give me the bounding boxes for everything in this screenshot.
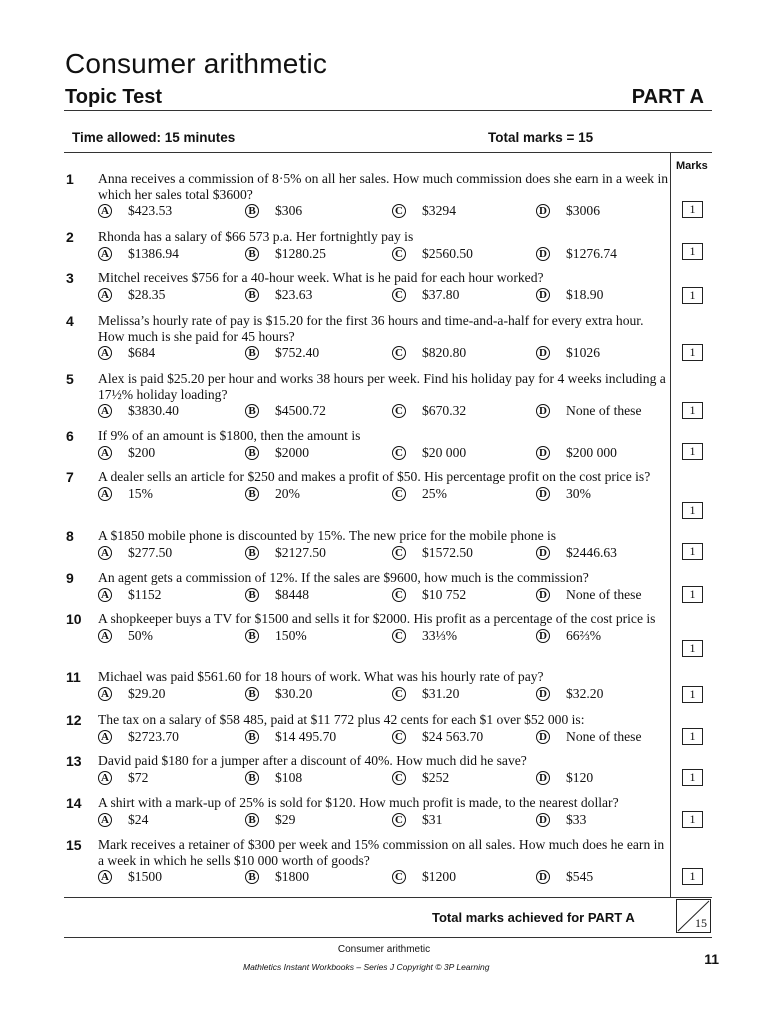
- total-marks: Total marks = 15: [488, 130, 594, 145]
- answer-options: [66, 545, 670, 562]
- option-value: $2127.50: [275, 544, 326, 560]
- mark-box[interactable]: 1: [682, 243, 703, 260]
- footer-series: Mathletics Instant Workbooks – Series J Copyright © 3P Learning: [243, 962, 490, 972]
- answer-option-a[interactable]: [98, 545, 172, 561]
- option-letter-icon: C: [392, 771, 406, 785]
- part-label: PART A: [631, 86, 704, 108]
- option-value: $108: [275, 769, 303, 785]
- option-value: 25%: [422, 485, 447, 501]
- option-letter-icon: D: [536, 404, 550, 418]
- option-value: None of these: [566, 586, 642, 602]
- answer-option-b[interactable]: [245, 770, 302, 786]
- question-number: 5: [66, 371, 74, 387]
- answer-option-c[interactable]: [392, 686, 459, 702]
- answer-option-d[interactable]: [536, 203, 600, 219]
- question-item: [66, 528, 670, 562]
- question-number: 4: [66, 313, 74, 329]
- option-value: $1280.25: [275, 245, 326, 261]
- option-letter-icon: C: [392, 487, 406, 501]
- question-text: Anna receives a commission of 8·5% on all her sales. How much commission does she earn in a week in which her sales total $3600?: [98, 171, 669, 202]
- answer-option-a[interactable]: [98, 587, 161, 603]
- option-letter-icon: A: [98, 404, 112, 418]
- option-letter-icon: B: [245, 588, 259, 602]
- mark-box[interactable]: 1: [682, 728, 703, 745]
- option-value: $8448: [275, 586, 309, 602]
- answer-option-d[interactable]: [536, 345, 600, 361]
- answer-option-a[interactable]: [98, 403, 179, 419]
- answer-option-a[interactable]: [98, 203, 172, 219]
- option-value: $545: [566, 869, 594, 884]
- option-value: $23.63: [275, 286, 313, 302]
- option-value: $1800: [275, 869, 309, 884]
- option-value: 66⅔%: [566, 627, 602, 643]
- answer-options: [66, 812, 670, 829]
- option-letter-icon: D: [536, 687, 550, 701]
- option-value: $30.20: [275, 685, 313, 701]
- answer-option-d[interactable]: [536, 686, 603, 702]
- option-value: $72: [128, 769, 149, 785]
- mark-box[interactable]: 1: [682, 640, 703, 657]
- answer-option-d[interactable]: [536, 812, 586, 828]
- mark-box[interactable]: 1: [682, 543, 703, 560]
- option-value: $28.35: [128, 286, 166, 302]
- option-value: $3294: [422, 203, 456, 218]
- question-item: [66, 428, 670, 462]
- answer-option-b[interactable]: [245, 686, 312, 702]
- question-text: A dealer sells an article for $250 and makes a profit of $50. His percentage profit on the cost price is?: [98, 469, 651, 484]
- answer-option-c[interactable]: [392, 486, 447, 502]
- option-value: $120: [566, 769, 594, 785]
- option-letter-icon: B: [245, 771, 259, 785]
- option-value: $29: [275, 811, 296, 827]
- option-value: $752.40: [275, 345, 320, 360]
- option-value: $10 752: [422, 586, 467, 602]
- question-number: 15: [66, 837, 82, 853]
- question-item: [66, 753, 670, 787]
- answer-option-a[interactable]: [98, 246, 179, 262]
- answer-options: [66, 246, 670, 263]
- mark-box[interactable]: 1: [682, 586, 703, 603]
- answer-option-c[interactable]: [392, 203, 456, 219]
- question-text: Mitchel receives $756 for a 40-hour week. What is he paid for each hour worked?: [98, 270, 544, 285]
- question-number: 1: [66, 171, 74, 187]
- option-letter-icon: B: [245, 487, 259, 501]
- question-text: A shopkeeper buys a TV for $1500 and sells it for $2000. His profit as a percentage of the cost price is: [98, 611, 656, 626]
- question-number: 13: [66, 753, 82, 769]
- answer-option-c[interactable]: [392, 246, 473, 262]
- option-letter-icon: B: [245, 346, 259, 360]
- option-letter-icon: A: [98, 588, 112, 602]
- question-item: [66, 837, 670, 886]
- question-number: 10: [66, 611, 82, 627]
- answer-option-b[interactable]: [245, 486, 300, 502]
- answer-option-b[interactable]: [245, 869, 309, 885]
- question-number: 8: [66, 528, 74, 544]
- option-letter-icon: C: [392, 870, 406, 884]
- mark-box[interactable]: 1: [682, 402, 703, 419]
- option-letter-icon: D: [536, 813, 550, 827]
- footer-topic: Consumer arithmetic: [337, 944, 431, 955]
- question-text: A $1850 mobile phone is discounted by 15%. The new price for the mobile phone is: [98, 528, 557, 543]
- question-item: [66, 171, 670, 220]
- option-value: $3830.40: [128, 403, 179, 418]
- answer-option-a[interactable]: [98, 445, 155, 461]
- answer-option-c[interactable]: [392, 812, 442, 828]
- header-rule: [64, 110, 712, 111]
- answer-options: [66, 770, 670, 787]
- option-letter-icon: B: [245, 446, 259, 460]
- question-item: [66, 313, 670, 362]
- option-letter-icon: A: [98, 446, 112, 460]
- answer-option-d[interactable]: [536, 445, 617, 461]
- score-out-of: 15: [695, 916, 707, 930]
- option-letter-icon: A: [98, 629, 112, 643]
- question-text: An agent gets a commission of 12%. If the sales are $9600, how much is the commission?: [98, 570, 589, 585]
- question-number: 14: [66, 795, 82, 811]
- question-item: [66, 570, 670, 604]
- option-letter-icon: C: [392, 346, 406, 360]
- option-letter-icon: C: [392, 546, 406, 560]
- option-value: 30%: [566, 485, 591, 501]
- option-letter-icon: A: [98, 487, 112, 501]
- option-value: $1500: [128, 869, 162, 884]
- topic-test-heading: Topic Test: [65, 86, 163, 108]
- answer-option-d[interactable]: [536, 545, 617, 561]
- option-letter-icon: A: [98, 813, 112, 827]
- answer-options: [66, 869, 670, 886]
- option-letter-icon: C: [392, 404, 406, 418]
- question-text: Rhonda has a salary of $66 573 p.a. Her fortnightly pay is: [98, 229, 414, 244]
- answer-option-a[interactable]: [98, 628, 153, 644]
- question-number: 2: [66, 229, 74, 245]
- option-value: $3006: [566, 203, 600, 218]
- option-value: $1200: [422, 869, 456, 884]
- answer-option-b[interactable]: [245, 628, 307, 644]
- option-letter-icon: A: [98, 204, 112, 218]
- option-value: $20 000: [422, 444, 467, 460]
- question-number: 12: [66, 712, 82, 728]
- score-box[interactable]: [676, 899, 711, 933]
- option-letter-icon: B: [245, 288, 259, 302]
- option-letter-icon: A: [98, 687, 112, 701]
- answer-option-b[interactable]: [245, 203, 302, 219]
- option-value: $32.20: [566, 685, 604, 701]
- option-value: $18.90: [566, 286, 604, 302]
- option-letter-icon: D: [536, 288, 550, 302]
- mark-box[interactable]: 1: [682, 686, 703, 703]
- answer-options: [66, 628, 670, 645]
- answer-option-b[interactable]: [245, 287, 312, 303]
- option-value: None of these: [566, 403, 642, 418]
- answer-option-b[interactable]: [245, 246, 326, 262]
- option-letter-icon: D: [536, 247, 550, 261]
- answer-option-d[interactable]: [536, 770, 593, 786]
- page-title: Consumer arithmetic: [65, 48, 328, 79]
- option-value: $37.80: [422, 286, 460, 302]
- mark-box[interactable]: 1: [682, 811, 703, 828]
- option-letter-icon: A: [98, 730, 112, 744]
- option-letter-icon: C: [392, 813, 406, 827]
- option-letter-icon: C: [392, 730, 406, 744]
- answer-option-b[interactable]: [245, 445, 309, 461]
- option-letter-icon: C: [392, 629, 406, 643]
- question-text: Michael was paid $561.60 for 18 hours of work. What was his hourly rate of pay?: [98, 669, 544, 684]
- option-letter-icon: A: [98, 346, 112, 360]
- question-item: [66, 611, 670, 645]
- mark-box[interactable]: 1: [682, 502, 703, 519]
- answer-options: [66, 345, 670, 362]
- option-value: $252: [422, 769, 450, 785]
- answer-option-a[interactable]: [98, 686, 165, 702]
- option-letter-icon: B: [245, 730, 259, 744]
- option-value: $31: [422, 811, 443, 827]
- option-letter-icon: A: [98, 771, 112, 785]
- question-item: [66, 669, 670, 703]
- answer-option-b[interactable]: [245, 729, 336, 745]
- option-value: 20%: [275, 485, 300, 501]
- option-value: $31.20: [422, 685, 460, 701]
- answer-options: [66, 587, 670, 604]
- option-letter-icon: D: [536, 730, 550, 744]
- answer-option-c[interactable]: [392, 403, 466, 419]
- question-number: 7: [66, 469, 74, 485]
- option-letter-icon: C: [392, 687, 406, 701]
- question-number: 9: [66, 570, 74, 586]
- option-letter-icon: C: [392, 288, 406, 302]
- option-value: $200 000: [566, 444, 617, 460]
- question-text: Alex is paid $25.20 per hour and works 38 hours per week. Find his holiday pay for 4 weeks including a 17½% holiday loading?: [98, 371, 666, 402]
- time-allowed: Time allowed: 15 minutes: [72, 130, 236, 145]
- option-letter-icon: A: [98, 870, 112, 884]
- option-value: 50%: [128, 627, 153, 643]
- option-value: $29.20: [128, 685, 166, 701]
- option-letter-icon: D: [536, 588, 550, 602]
- answer-option-c[interactable]: [392, 545, 473, 561]
- option-letter-icon: D: [536, 487, 550, 501]
- option-value: 15%: [128, 485, 153, 501]
- answer-option-a[interactable]: [98, 770, 148, 786]
- option-value: $200: [128, 444, 156, 460]
- option-letter-icon: D: [536, 346, 550, 360]
- option-letter-icon: D: [536, 546, 550, 560]
- option-letter-icon: B: [245, 687, 259, 701]
- answer-option-b[interactable]: [245, 403, 326, 419]
- answer-option-a[interactable]: [98, 729, 179, 745]
- answer-options: [66, 403, 670, 420]
- option-value: $684: [128, 345, 156, 360]
- answer-option-b[interactable]: [245, 545, 326, 561]
- answer-option-b[interactable]: [245, 587, 309, 603]
- option-value: 150%: [275, 627, 307, 643]
- mark-box[interactable]: 1: [682, 201, 703, 218]
- answer-option-c[interactable]: [392, 869, 456, 885]
- marks-column-divider: [670, 152, 671, 897]
- footer-rule: [64, 937, 712, 938]
- option-value: $306: [275, 203, 303, 218]
- answer-option-c[interactable]: [392, 287, 459, 303]
- option-value: $1386.94: [128, 245, 179, 261]
- question-text: If 9% of an amount is $1800, then the amount is: [98, 428, 361, 443]
- question-text: Melissa’s hourly rate of pay is $15.20 for the first 36 hours and time-and-a-half for every extra hour. How much is she paid for 45 hours?: [98, 313, 644, 344]
- questions-end-rule: [64, 897, 712, 898]
- question-item: [66, 371, 670, 420]
- option-letter-icon: B: [245, 870, 259, 884]
- answer-option-d[interactable]: [536, 729, 642, 745]
- answer-options: [66, 203, 670, 220]
- info-rule: [64, 152, 712, 153]
- option-letter-icon: A: [98, 247, 112, 261]
- option-letter-icon: B: [245, 404, 259, 418]
- option-letter-icon: D: [536, 629, 550, 643]
- option-value: $2723.70: [128, 728, 179, 744]
- option-value: None of these: [566, 728, 642, 744]
- question-number: 3: [66, 270, 74, 286]
- option-value: $33: [566, 811, 587, 827]
- option-letter-icon: B: [245, 629, 259, 643]
- option-letter-icon: D: [536, 870, 550, 884]
- mark-box[interactable]: 1: [682, 287, 703, 304]
- option-letter-icon: C: [392, 204, 406, 218]
- option-letter-icon: D: [536, 204, 550, 218]
- option-letter-icon: C: [392, 446, 406, 460]
- page-number: 11: [704, 951, 719, 967]
- answer-option-c[interactable]: [392, 628, 457, 644]
- marks-column-heading: Marks: [676, 160, 708, 172]
- question-text: Mark receives a retainer of $300 per week and 15% commission on all sales. How much does he earn in a week in which he sells $10 000 worth of goods?: [98, 837, 665, 868]
- answer-option-c[interactable]: [392, 345, 466, 361]
- answer-option-b[interactable]: [245, 812, 295, 828]
- option-letter-icon: C: [392, 247, 406, 261]
- answer-option-c[interactable]: [392, 587, 466, 603]
- answer-option-a[interactable]: [98, 812, 148, 828]
- option-value: $1572.50: [422, 544, 473, 560]
- answer-option-c[interactable]: [392, 770, 449, 786]
- answer-option-c[interactable]: [392, 445, 466, 461]
- answer-options: [66, 445, 670, 462]
- question-item: [66, 270, 670, 304]
- option-value: 33⅓%: [422, 627, 458, 643]
- answer-option-d[interactable]: [536, 403, 642, 419]
- option-letter-icon: B: [245, 204, 259, 218]
- option-value: $670.32: [422, 403, 467, 418]
- mark-box[interactable]: 1: [682, 344, 703, 361]
- mark-box[interactable]: 1: [682, 769, 703, 786]
- total-achieved-label: Total marks achieved for PART A: [432, 910, 635, 925]
- question-item: [66, 795, 670, 829]
- answer-option-a[interactable]: [98, 486, 153, 502]
- question-text: A shirt with a mark-up of 25% is sold for $120. How much profit is made, to the nearest dollar?: [98, 795, 619, 810]
- answer-option-a[interactable]: [98, 345, 155, 361]
- option-value: $820.80: [422, 345, 467, 360]
- option-letter-icon: B: [245, 546, 259, 560]
- answer-options: [66, 729, 670, 746]
- answer-option-d[interactable]: [536, 486, 591, 502]
- option-value: $277.50: [128, 544, 173, 560]
- option-letter-icon: D: [536, 446, 550, 460]
- answer-option-d[interactable]: [536, 869, 593, 885]
- option-value: $2560.50: [422, 245, 473, 261]
- question-text: David paid $180 for a jumper after a discount of 40%. How much did he save?: [98, 753, 527, 768]
- answer-option-d[interactable]: [536, 587, 642, 603]
- answer-options: [66, 486, 670, 503]
- option-value: $1026: [566, 345, 600, 360]
- answer-option-b[interactable]: [245, 345, 319, 361]
- option-letter-icon: A: [98, 546, 112, 560]
- option-letter-icon: A: [98, 288, 112, 302]
- option-letter-icon: D: [536, 771, 550, 785]
- answer-option-d[interactable]: [536, 287, 603, 303]
- question-number: 11: [66, 669, 81, 685]
- question-item: [66, 229, 670, 263]
- option-value: $14 495.70: [275, 728, 337, 744]
- question-number: 6: [66, 428, 74, 444]
- option-value: $2446.63: [566, 544, 617, 560]
- option-value: $4500.72: [275, 403, 326, 418]
- option-value: $1276.74: [566, 245, 617, 261]
- answer-option-c[interactable]: [392, 729, 483, 745]
- answer-options: [66, 686, 670, 703]
- mark-box[interactable]: 1: [682, 443, 703, 460]
- question-text: The tax on a salary of $58 485, paid at $11 772 plus 42 cents for each $1 over $52 000 is:: [98, 712, 585, 727]
- option-value: $2000: [275, 444, 309, 460]
- question-item: [66, 712, 670, 746]
- option-value: $24: [128, 811, 149, 827]
- option-letter-icon: B: [245, 247, 259, 261]
- option-value: $24 563.70: [422, 728, 484, 744]
- answer-option-a[interactable]: [98, 287, 165, 303]
- answer-options: [66, 287, 670, 304]
- question-item: [66, 469, 670, 503]
- option-value: $1152: [128, 586, 162, 602]
- answer-option-d[interactable]: [536, 246, 617, 262]
- answer-option-d[interactable]: [536, 628, 601, 644]
- mark-box[interactable]: 1: [682, 868, 703, 885]
- option-letter-icon: C: [392, 588, 406, 602]
- option-value: $423.53: [128, 203, 173, 218]
- answer-option-a[interactable]: [98, 869, 162, 885]
- option-letter-icon: B: [245, 813, 259, 827]
